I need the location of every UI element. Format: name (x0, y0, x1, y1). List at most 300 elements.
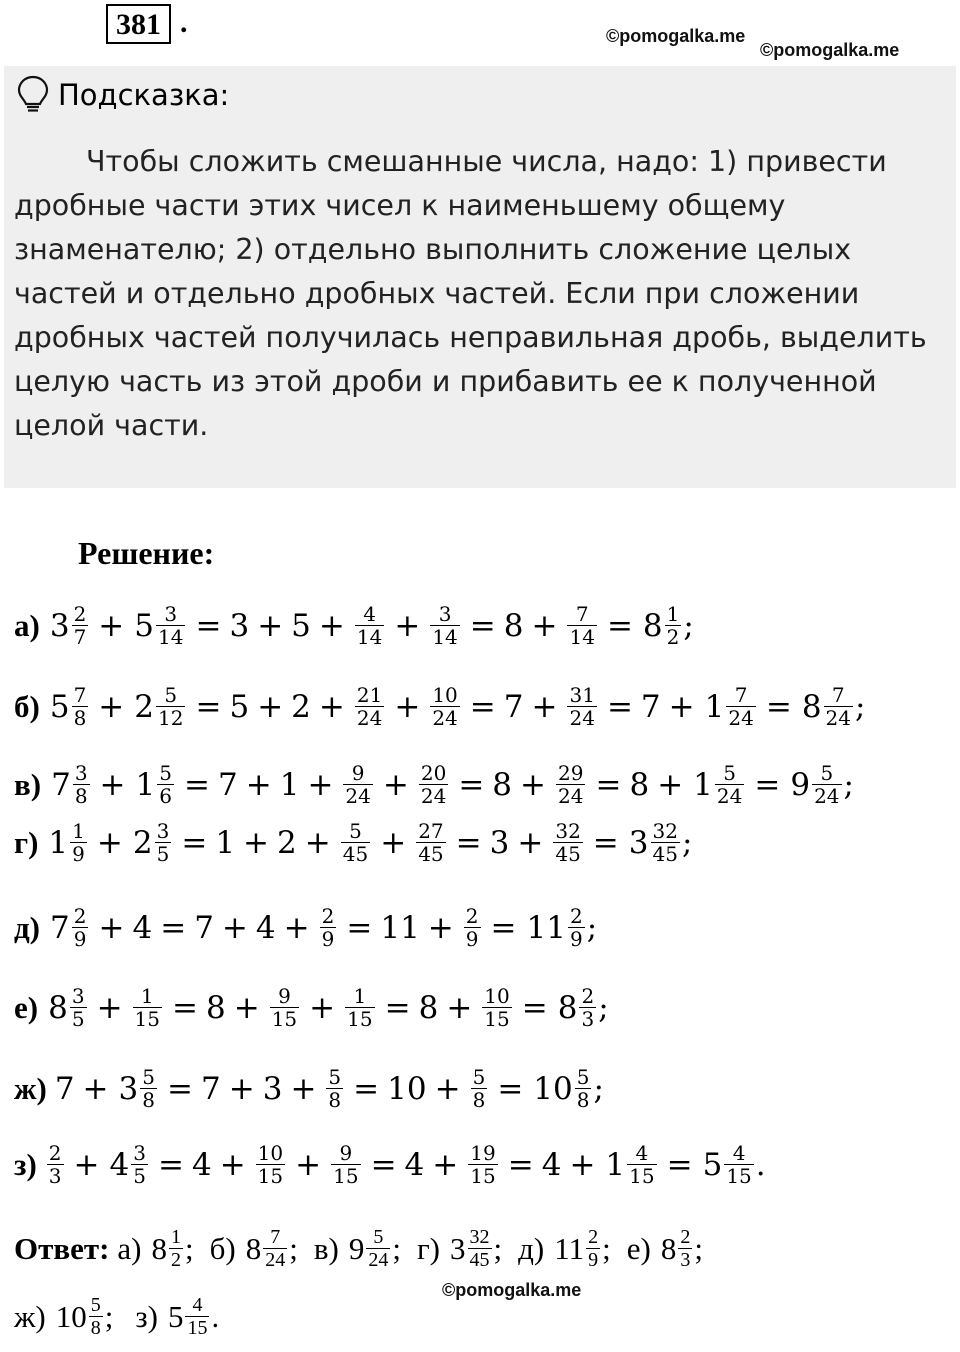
operator: + (243, 824, 270, 861)
mixed-number (134, 762, 176, 807)
operator: + (98, 688, 125, 725)
punctuation: . (755, 1146, 766, 1183)
operator: + (427, 909, 454, 946)
operator: + (290, 1070, 317, 1107)
fraction (627, 1142, 656, 1187)
fraction (468, 1142, 497, 1187)
fraction (430, 603, 459, 648)
mixed-number (480, 985, 513, 1030)
answer-item (210, 1226, 298, 1271)
denominator: 24 (558, 784, 584, 808)
fraction (366, 1226, 390, 1271)
operator: = (606, 607, 633, 644)
mixed-number (339, 820, 372, 865)
numerator: 5 (576, 1065, 590, 1089)
numerator: 9 (278, 984, 291, 1008)
mixed-number (108, 1142, 150, 1187)
numerator: 2 (680, 1226, 691, 1248)
whole-part: 3 (49, 607, 70, 644)
mixed-number (551, 820, 584, 865)
number: 4 (191, 1146, 212, 1183)
answer-item (117, 1226, 193, 1271)
mixed-number (48, 603, 90, 648)
hint-line: целой части. (14, 409, 209, 442)
punctuation: . (211, 1298, 220, 1334)
operator: + (531, 607, 558, 644)
number: 10 (387, 1070, 427, 1107)
whole-part: 10 (533, 1070, 573, 1107)
punctuation: ; (681, 824, 693, 861)
solution-line (14, 820, 692, 865)
denominator: 5 (156, 842, 170, 866)
numerator: 7 (73, 683, 87, 707)
fraction (586, 1226, 600, 1271)
answer-item-label: е) (626, 1230, 651, 1266)
punctuation: ; (602, 1230, 611, 1266)
hint-line: дробных частей получилась неправильная дробь, выделить (14, 321, 927, 354)
denominator: 15 (134, 1007, 160, 1031)
punctuation: ; (855, 688, 866, 725)
mixed-number (46, 985, 88, 1030)
whole-part: 9 (348, 1230, 365, 1266)
operator: + (394, 688, 421, 725)
hint-line: целую часть из этой дроби и прибавить ее к полученной (14, 365, 877, 398)
denominator: 8 (90, 1317, 101, 1339)
numerator: 3 (74, 761, 88, 785)
numerator: 4 (732, 1141, 746, 1165)
denominator: 24 (265, 1249, 286, 1271)
number: 8 (503, 607, 524, 644)
mixed-number (48, 684, 90, 729)
operator: = (160, 909, 187, 946)
fraction (155, 820, 172, 865)
item-label: а) (14, 607, 40, 643)
numerator: 1 (666, 602, 680, 626)
operator: + (96, 989, 123, 1026)
fraction (72, 684, 89, 729)
denominator: 15 (271, 1007, 298, 1031)
punctuation: ; (598, 989, 609, 1026)
answer-item-label: ж) (14, 1298, 46, 1334)
number: 4 (255, 909, 276, 946)
mixed-number (466, 1142, 499, 1187)
operator: + (283, 909, 310, 946)
whole-part: 2 (132, 824, 153, 861)
mixed-number (166, 1294, 212, 1339)
answer-item-label: а) (117, 1230, 142, 1266)
fraction (567, 684, 596, 729)
denominator: 3 (581, 1007, 595, 1031)
mixed-number (788, 762, 843, 807)
operator: + (434, 1070, 461, 1107)
operator: = (754, 766, 781, 803)
operator: + (221, 909, 248, 946)
operator: = (458, 766, 485, 803)
operator: + (394, 607, 421, 644)
denominator: 14 (432, 625, 458, 649)
numerator: 2 (73, 602, 87, 626)
operator: + (446, 989, 473, 1026)
denominator: 15 (333, 1164, 359, 1188)
mixed-number (46, 820, 88, 865)
operator: + (98, 607, 125, 644)
numerator: 5 (472, 1065, 486, 1089)
denominator: 24 (825, 706, 851, 730)
number: 3 (229, 607, 250, 644)
operator: = (469, 688, 496, 725)
numerator: 32 (469, 1226, 490, 1248)
mixed-number (132, 684, 187, 729)
operator: + (318, 688, 345, 725)
fraction (256, 1142, 285, 1187)
numerator: 4 (192, 1294, 203, 1316)
denominator: 8 (472, 1088, 486, 1112)
operator: = (346, 909, 373, 946)
denominator: 15 (257, 1164, 284, 1188)
denominator: 8 (576, 1088, 590, 1112)
numerator: 10 (432, 683, 458, 707)
whole-part: 8 (557, 989, 578, 1026)
fraction (430, 684, 459, 729)
item-label: ж) (14, 1070, 47, 1106)
number: 8 (205, 989, 226, 1026)
operator: = (666, 1146, 693, 1183)
solution-line (14, 603, 694, 648)
mixed-number (701, 1142, 756, 1187)
numerator: 2 (588, 1226, 599, 1248)
numerator: 20 (420, 761, 447, 785)
whole-part: 3 (450, 1230, 466, 1266)
item-label: д) (14, 909, 41, 945)
mixed-number (132, 603, 187, 648)
whole-part: 1 (605, 1146, 626, 1183)
fraction (47, 1142, 64, 1187)
numerator: 4 (363, 602, 376, 626)
numerator: 10 (257, 1141, 284, 1165)
number: 1 (215, 824, 236, 861)
fraction (89, 1294, 103, 1339)
fraction (419, 762, 448, 807)
number: 1 (279, 766, 300, 803)
fraction (651, 820, 680, 865)
whole-part: 5 (134, 607, 155, 644)
operator: = (167, 1070, 193, 1107)
mixed-number (641, 603, 683, 648)
denominator: 6 (159, 784, 172, 808)
denominator: 9 (72, 842, 85, 866)
whole-part: 11 (554, 1230, 585, 1266)
mixed-number (565, 603, 598, 648)
denominator: 9 (569, 927, 583, 951)
mixed-number (800, 684, 855, 729)
fraction (416, 820, 445, 865)
denominator: 45 (342, 842, 369, 866)
numerator: 7 (270, 1226, 281, 1248)
fraction (263, 1226, 287, 1271)
fraction (345, 985, 374, 1030)
fraction (70, 985, 87, 1030)
fraction (331, 1142, 360, 1187)
number: 3 (262, 1070, 283, 1107)
punctuation: ; (694, 1230, 703, 1266)
solution-line (14, 762, 854, 807)
numerator: 5 (723, 761, 736, 785)
denominator: 24 (728, 706, 754, 730)
fraction (156, 603, 185, 648)
punctuation: ; (683, 607, 694, 644)
fraction (715, 762, 744, 807)
whole-part: 8 (660, 1230, 677, 1266)
number: 7 (194, 909, 214, 946)
mixed-number (556, 985, 598, 1030)
mixed-number (268, 985, 301, 1030)
solution-line (14, 684, 865, 729)
mixed-number (525, 905, 587, 950)
whole-part: 5 (167, 1298, 184, 1334)
whole-part: 3 (628, 824, 649, 861)
operator: + (82, 1070, 109, 1107)
mixed-number (462, 905, 483, 950)
mixed-number (341, 762, 374, 807)
fraction (326, 1066, 343, 1111)
denominator: 24 (569, 706, 595, 730)
fraction (320, 905, 337, 950)
fraction (133, 985, 162, 1030)
mixed-number (244, 1226, 290, 1271)
operator: + (304, 824, 331, 861)
punctuation: ; (289, 1230, 298, 1266)
fraction (355, 603, 384, 648)
numerator: 7 (575, 602, 589, 626)
hint-line: знаменателю; 2) отдельно выполнить сложение целых (14, 233, 852, 266)
task-number-dot: . (180, 6, 188, 39)
number: 2 (277, 824, 297, 861)
fraction (270, 985, 299, 1030)
numerator: 1 (171, 1226, 181, 1248)
numerator: 10 (484, 984, 510, 1008)
whole-part: 3 (118, 1070, 139, 1107)
answer-item (314, 1226, 401, 1271)
item-label: г) (14, 824, 39, 860)
numerator: 2 (569, 904, 583, 928)
whole-part: 1 (48, 824, 69, 861)
numerator: 3 (71, 984, 85, 1008)
punctuation: ; (493, 1230, 503, 1266)
fraction (355, 684, 384, 729)
punctuation: ; (185, 1230, 194, 1266)
denominator: 24 (814, 784, 840, 808)
mixed-number (353, 684, 386, 729)
answer-item-label: з) (135, 1298, 158, 1334)
operator: = (606, 688, 633, 725)
numerator: 27 (418, 819, 444, 843)
fraction (579, 985, 596, 1030)
fraction (724, 1142, 753, 1187)
mixed-number (703, 684, 758, 729)
fraction (131, 1142, 148, 1187)
denominator: 3 (680, 1249, 691, 1271)
operator: + (257, 607, 284, 644)
fraction (70, 820, 87, 865)
operator: = (765, 688, 792, 725)
operator: + (99, 766, 126, 803)
number: 7 (217, 766, 238, 803)
mixed-number (428, 603, 461, 648)
watermark: ©pomogalka.me (760, 40, 900, 60)
number: 7 (54, 1070, 75, 1107)
operator: + (233, 989, 260, 1026)
denominator: 9 (588, 1249, 599, 1271)
denominator: 24 (716, 784, 743, 808)
item-label: з) (14, 1146, 37, 1182)
fraction (726, 684, 755, 729)
whole-part: 11 (526, 909, 566, 946)
denominator: 14 (158, 625, 184, 649)
operator: + (309, 989, 336, 1026)
operator: + (219, 1146, 246, 1183)
operator: + (382, 766, 409, 803)
whole-part: 9 (790, 766, 811, 803)
mixed-number (117, 1066, 159, 1111)
fraction (341, 820, 370, 865)
punctuation: ; (593, 1070, 604, 1107)
number: 8 (418, 989, 439, 1026)
item-label: б) (14, 688, 40, 724)
operator: = (370, 1146, 397, 1183)
fraction (468, 1226, 492, 1271)
numerator: 3 (156, 819, 170, 843)
operator: + (657, 766, 684, 803)
mixed-number (659, 1226, 695, 1271)
operator: = (172, 989, 198, 1026)
number: 8 (492, 766, 513, 803)
whole-part: 8 (245, 1230, 262, 1266)
mixed-number (531, 1066, 593, 1111)
mixed-number (48, 905, 90, 950)
numerator: 3 (133, 1141, 146, 1165)
fraction (678, 1226, 692, 1271)
whole-part: 8 (48, 989, 68, 1026)
fraction (72, 905, 89, 950)
mixed-number (417, 762, 450, 807)
mixed-number (428, 684, 461, 729)
operator: = (521, 989, 548, 1026)
number: 3 (489, 824, 510, 861)
denominator: 24 (345, 784, 371, 808)
fraction (812, 762, 841, 807)
answer-item-label: д) (518, 1230, 545, 1266)
denominator: 5 (71, 1007, 85, 1031)
numerator: 32 (555, 819, 581, 843)
numerator: 31 (569, 683, 595, 707)
denominator: 24 (432, 706, 458, 730)
denominator: 15 (726, 1164, 752, 1188)
fraction (471, 1066, 488, 1111)
numerator: 21 (356, 683, 383, 707)
numerator: 7 (831, 683, 845, 707)
answer-item (135, 1294, 219, 1339)
number: 7 (200, 1070, 221, 1107)
watermark: ©pomogalka.me (606, 26, 746, 46)
answer-item-label: в) (313, 1230, 339, 1266)
answer-line-2 (14, 1294, 241, 1339)
numerator: 2 (73, 904, 87, 928)
numerator: 3 (438, 602, 452, 626)
answer-item (417, 1226, 502, 1271)
whole-part: 5 (49, 688, 70, 725)
numerator: 2 (465, 904, 479, 928)
numerator: 7 (734, 683, 748, 707)
denominator: 15 (187, 1317, 208, 1339)
mixed-number (414, 820, 447, 865)
operator: = (195, 607, 222, 644)
numerator: 5 (349, 819, 362, 843)
denominator: 8 (328, 1088, 342, 1112)
operator: = (181, 824, 208, 861)
punctuation: ; (843, 766, 854, 803)
number: 2 (291, 688, 311, 725)
operator: + (432, 1146, 459, 1183)
punctuation: ; (104, 1298, 114, 1334)
denominator: 7 (73, 625, 87, 649)
mixed-number (627, 820, 682, 865)
operator: = (184, 766, 210, 803)
denominator: 15 (470, 1164, 496, 1188)
denominator: 5 (133, 1164, 146, 1188)
item-label: е) (14, 989, 39, 1025)
operator: + (307, 766, 334, 803)
mixed-number (469, 1066, 490, 1111)
numerator: 3 (164, 602, 178, 626)
operator: + (73, 1146, 100, 1183)
number: 11 (380, 909, 420, 946)
operator: + (531, 688, 558, 725)
task-number: 381 (106, 4, 171, 44)
punctuation: ; (586, 909, 598, 946)
whole-part: 1 (693, 766, 713, 803)
denominator: 3 (48, 1164, 62, 1188)
answer-item-label: г) (416, 1230, 440, 1266)
mixed-number (691, 762, 746, 807)
punctuation: ; (392, 1230, 401, 1266)
numerator: 5 (159, 761, 172, 785)
numerator: 2 (581, 984, 595, 1008)
answer-line-1 (14, 1226, 719, 1271)
mixed-number (131, 985, 164, 1030)
whole-part: 8 (642, 607, 663, 644)
denominator: 24 (356, 706, 383, 730)
fraction (73, 762, 90, 807)
mixed-number (329, 1142, 362, 1187)
operator: + (668, 688, 695, 725)
fraction (482, 985, 511, 1030)
mixed-number (324, 1066, 345, 1111)
number: 4 (404, 1146, 425, 1183)
numerator: 2 (48, 1141, 62, 1165)
mixed-number (54, 1294, 105, 1339)
operator: + (98, 909, 125, 946)
operator: + (517, 824, 544, 861)
denominator: 12 (158, 706, 184, 730)
solution-line (14, 905, 597, 950)
fraction (665, 603, 682, 648)
numerator: 19 (470, 1141, 496, 1165)
fraction (553, 820, 582, 865)
answer-item (14, 1294, 113, 1339)
numerator: 1 (353, 984, 367, 1008)
operator: = (455, 824, 482, 861)
operator: = (353, 1070, 380, 1107)
